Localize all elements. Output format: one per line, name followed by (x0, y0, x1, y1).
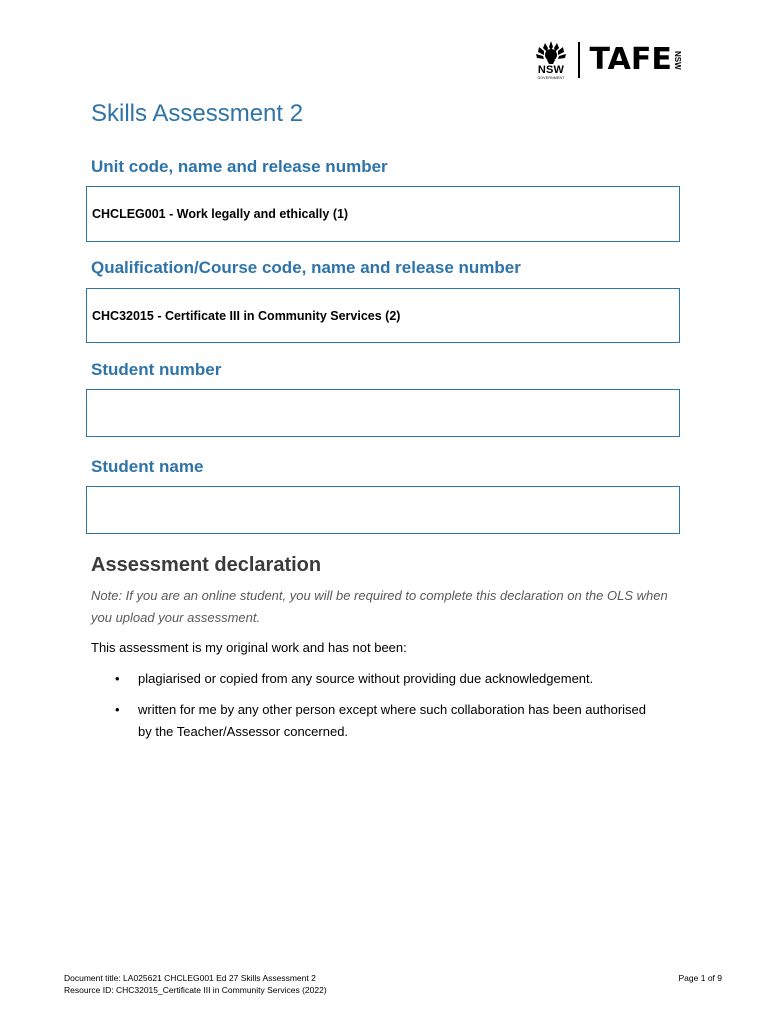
nsw-logo-subtext: GOVERNMENT (537, 76, 565, 80)
footer-page-number: Page 1 of 9 (678, 973, 722, 983)
student-name-heading: Student name (91, 457, 204, 476)
student-name-field[interactable] (86, 486, 680, 534)
bullet-icon: • (115, 702, 120, 717)
tafe-logo-text: TAFE (589, 42, 672, 77)
footer-info (64, 972, 327, 996)
qualification-heading: Qualification/Course code, name and release number (91, 258, 521, 277)
bullet-text: written for me by any other person except where such collaboration has been authorised by the Teacher/Assessor concerned. (138, 702, 647, 739)
waratah-icon (534, 40, 568, 64)
unit-heading: Unit code, name and release number (91, 157, 388, 176)
nsw-logo-text: NSW (537, 64, 565, 76)
list-item (91, 668, 651, 690)
list-item (91, 699, 651, 743)
logo-divider (578, 42, 580, 78)
footer-resource-id: Resource ID: CHC32015_Certificate III in Community Services (2022) (64, 985, 327, 995)
footer-document-title: Document title: LA025621 CHCLEG001 Ed 27 Skills Assessment 2 (64, 973, 316, 983)
declaration-intro: This assessment is my original work and has not been: (91, 640, 407, 655)
bullet-text: plagiarised or copied from any source without providing due acknowledgement. (138, 671, 594, 686)
declaration-bullet-list (91, 668, 651, 752)
declaration-heading: Assessment declaration (91, 554, 322, 576)
student-number-heading: Student number (91, 360, 222, 379)
tafe-nsw-logo (589, 42, 682, 77)
declaration-note: Note: If you are an online student, you will be required to complete this declaration on the OLS when you upload your assessment. (91, 588, 668, 625)
student-number-field[interactable] (86, 389, 680, 437)
tafe-logo-side-text: NSW (672, 50, 682, 70)
header-logos (532, 40, 681, 80)
qualification-field[interactable]: CHC32015 - Certificate III in Community Services (2) (86, 288, 680, 343)
nsw-government-logo (532, 40, 570, 80)
page-title: Skills Assessment 2 (91, 100, 304, 127)
unit-field[interactable]: CHCLEG001 - Work legally and ethically (1) (86, 186, 680, 242)
bullet-icon: • (115, 671, 120, 686)
